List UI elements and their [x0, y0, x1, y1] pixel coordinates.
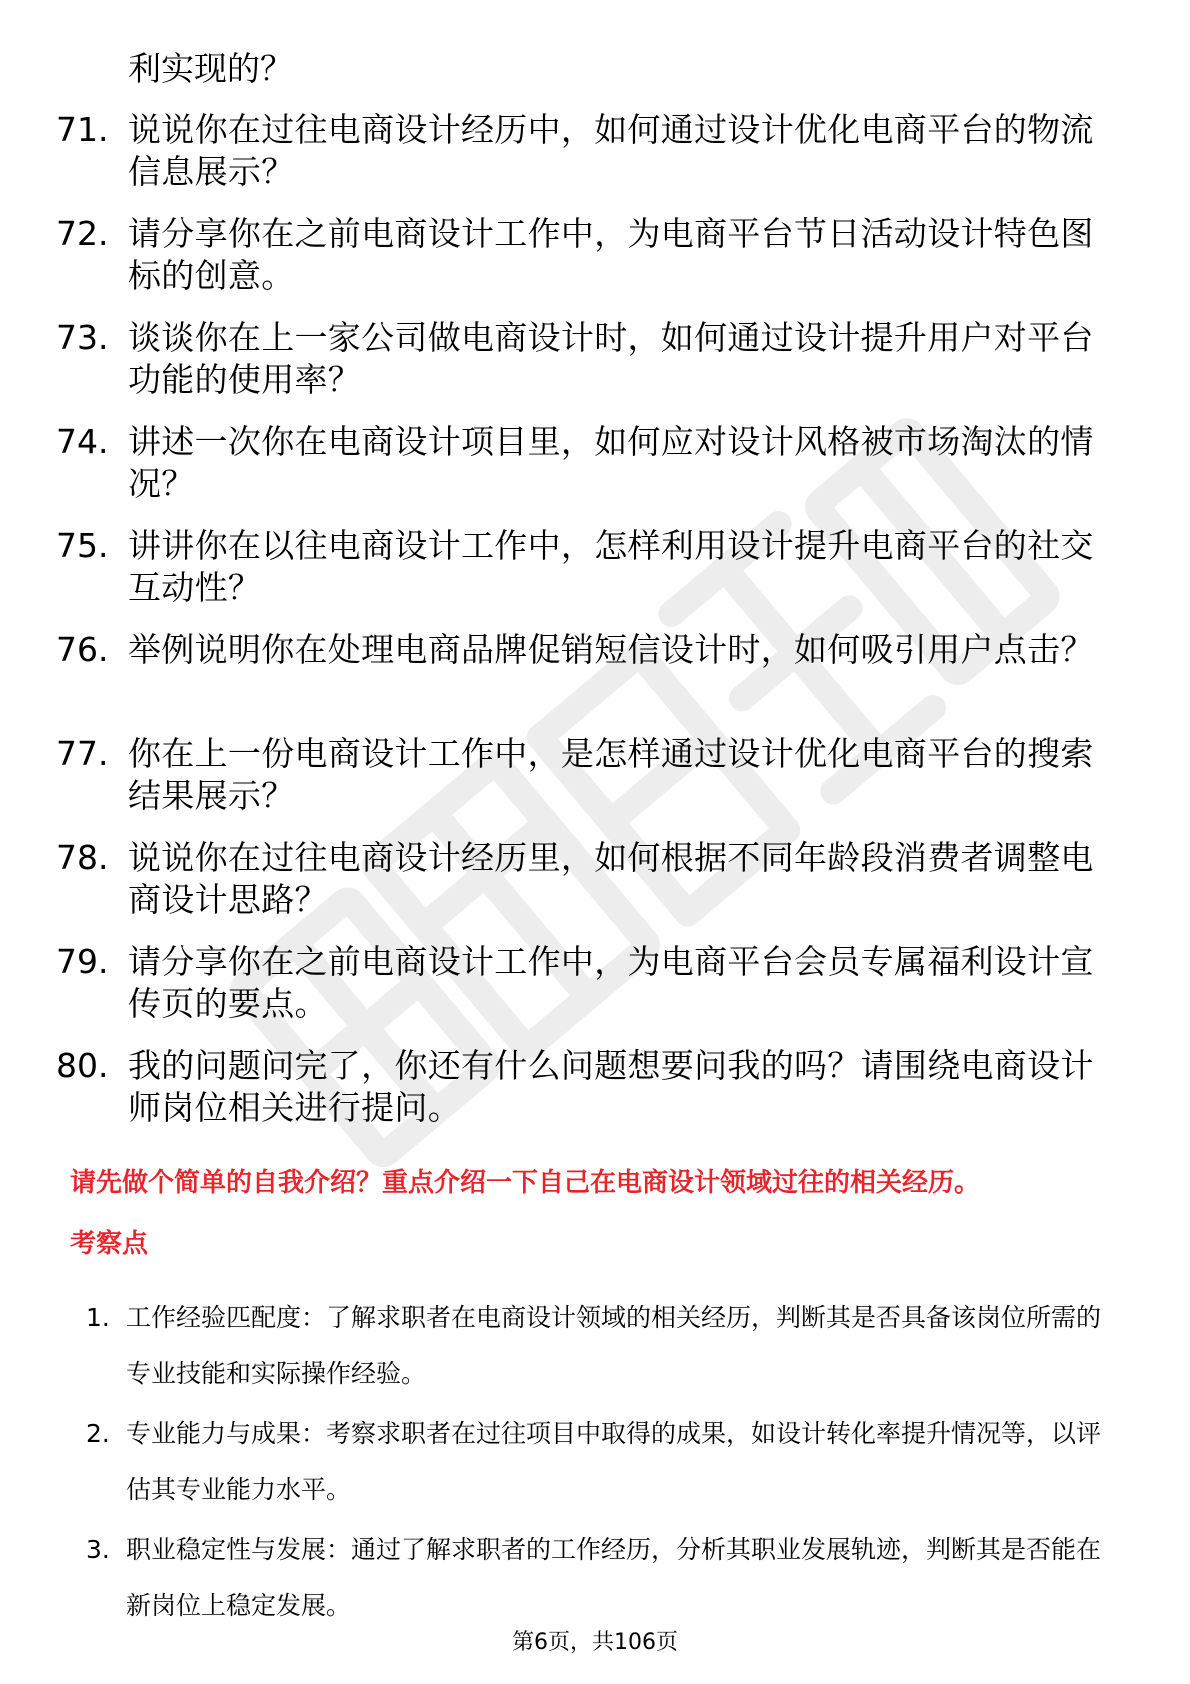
list-item — [0, 1290, 1190, 1398]
list-item — [0, 1045, 1190, 1129]
question-number: 78. — [56, 838, 109, 877]
question-number: 74. — [56, 422, 109, 461]
point-text: 工作经验匹配度：了解求职者在电商设计领域的相关经历，判断其是否具备该岗位所需的专业技能和实际操作经验。 — [126, 1303, 1102, 1388]
assessment-points-list — [0, 1290, 1190, 1638]
question-number: 79. — [56, 942, 109, 981]
list-item — [0, 525, 1190, 609]
question-text: 讲讲你在以往电商设计工作中，怎样利用设计提升电商平台的社交互动性？ — [128, 526, 1094, 607]
point-text: 专业能力与成果：考察求职者在过往项目中取得的成果，如设计转化率提升情况等，以评估其专业能力水平。 — [126, 1419, 1102, 1504]
list-item — [0, 213, 1190, 297]
question-number: 71. — [56, 110, 109, 149]
list-item — [0, 421, 1190, 505]
question-text: 举例说明你在处理电商品牌促销短信设计时，如何吸引用户点击？ — [128, 630, 1094, 669]
question-continuation: 利实现的？ — [128, 49, 293, 88]
question-number: 72. — [56, 214, 109, 253]
question-text: 请分享你在之前电商设计工作中，为电商平台节日活动设计特色图标的创意。 — [128, 214, 1094, 295]
question-text: 我的问题问完了，你还有什么问题想要问我的吗？请围绕电商设计师岗位相关进行提问。 — [128, 1046, 1094, 1127]
page-footer: 第6页，共106页 — [512, 1630, 678, 1655]
list-item — [0, 317, 1190, 401]
question-number: 76. — [56, 630, 109, 669]
list-item — [0, 1406, 1190, 1514]
question-text: 你在上一份电商设计工作中，是怎样通过设计优化电商平台的搜索结果展示？ — [128, 734, 1094, 815]
list-item — [0, 733, 1190, 817]
list-item — [0, 837, 1190, 921]
question-text: 请分享你在之前电商设计工作中，为电商平台会员专属福利设计宣传页的要点。 — [128, 942, 1094, 1023]
question-text: 谈谈你在上一家公司做电商设计时，如何通过设计提升用户对平台功能的使用率？ — [128, 318, 1094, 399]
point-number: 1. — [86, 1303, 110, 1332]
question-number: 77. — [56, 734, 109, 773]
question-text: 说说你在过往电商设计经历中，如何通过设计优化电商平台的物流信息展示？ — [128, 110, 1094, 191]
section-heading: 考察点 — [70, 1229, 149, 1259]
point-number: 2. — [86, 1419, 110, 1448]
point-number: 3. — [86, 1535, 110, 1564]
question-text: 说说你在过往电商设计经历里，如何根据不同年龄段消费者调整电商设计思路？ — [128, 838, 1094, 919]
question-number: 80. — [56, 1046, 109, 1085]
question-list — [0, 109, 1190, 1149]
list-item — [0, 941, 1190, 1025]
question-number: 75. — [56, 526, 109, 565]
highlighted-question: 请先做个简单的自我介绍？重点介绍一下自己在电商设计领域过往的相关经历。 — [70, 1168, 981, 1198]
point-text: 职业稳定性与发展：通过了解求职者的工作经历，分析其职业发展轨迹，判断其是否能在新岗位上稳定发展。 — [126, 1535, 1102, 1620]
question-text: 讲述一次你在电商设计项目里，如何应对设计风格被市场淘汰的情况？ — [128, 422, 1094, 503]
list-item — [0, 629, 1190, 713]
list-item — [0, 109, 1190, 193]
question-number: 73. — [56, 318, 109, 357]
list-item — [0, 1522, 1190, 1630]
